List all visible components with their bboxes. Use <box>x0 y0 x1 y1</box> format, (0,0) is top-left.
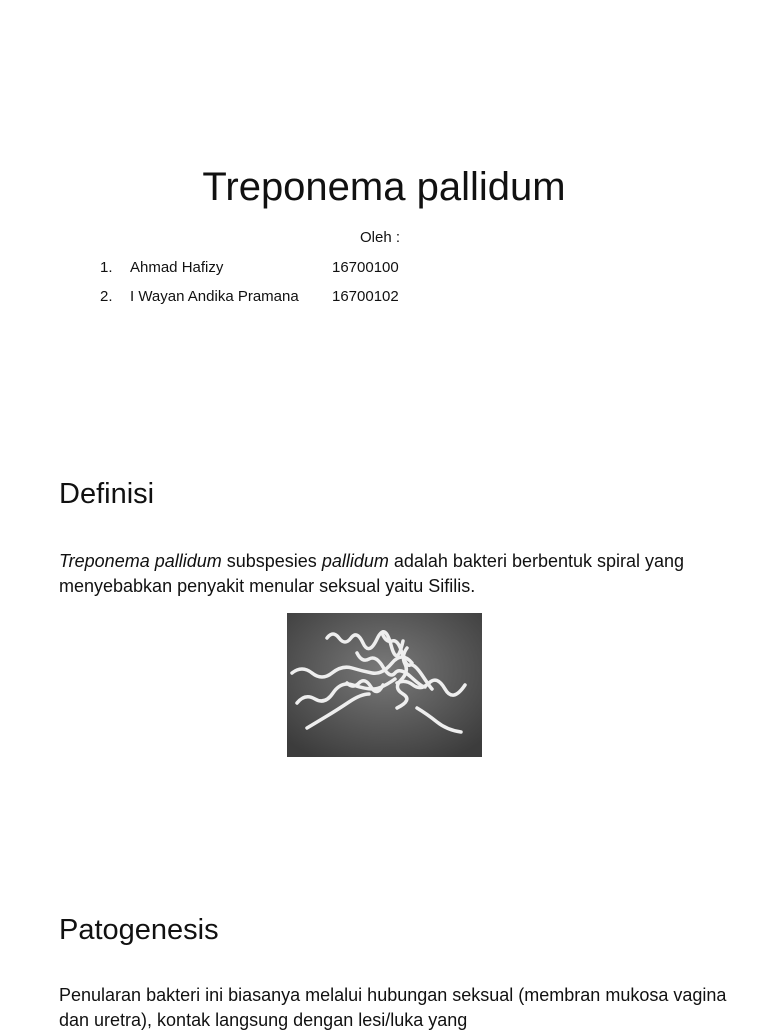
author-number: 1. <box>100 259 113 276</box>
patogenesis-heading: Patogenesis <box>59 914 219 946</box>
author-row <box>100 288 399 305</box>
author-number: 2. <box>100 288 113 305</box>
author-row <box>100 259 399 276</box>
bacteria-micrograph <box>287 613 482 757</box>
author-name: Ahmad Hafizy <box>130 259 224 276</box>
definisi-heading: Definisi <box>59 478 155 510</box>
byline: Oleh : <box>360 229 401 246</box>
text: subspesies <box>221 551 322 571</box>
slide-title: Treponema pallidum <box>202 165 566 209</box>
italic-term: pallidum <box>321 551 389 571</box>
text: adalah bakteri berbentuk spiral yang menyebabkan penyakit menular seksual yaitu Sifilis. <box>59 551 685 596</box>
author-id: 16700100 <box>332 259 399 276</box>
italic-term: Treponema pallidum <box>59 551 222 571</box>
patogenesis-text: Penularan bakteri ini biasanya melalui hubungan seksual (membran mukosa vagina dan uretra), kontak langsung dengan lesi/luka yang <box>59 985 727 1030</box>
author-id: 16700102 <box>332 288 399 305</box>
definisi-text <box>59 549 719 599</box>
author-name: I Wayan Andika Pramana <box>130 288 299 305</box>
